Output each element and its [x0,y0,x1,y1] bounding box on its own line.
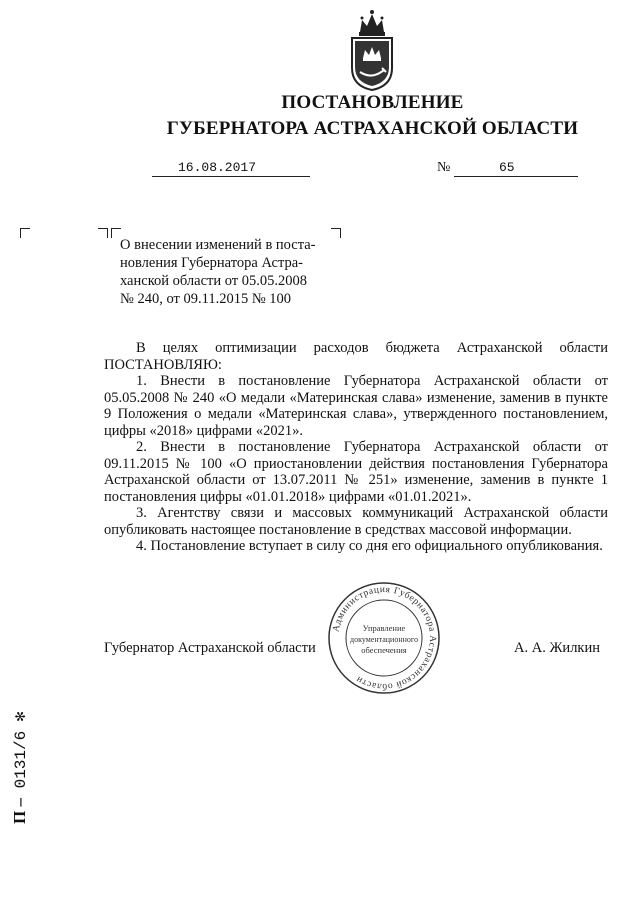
registration-code-mark: ✻ [12,711,30,722]
body-paragraph: 1. Внести в постановление Губернатора Астраханской области от 05.05.2008 № 240 «О медали «Материнская слава» изменение, заменив в пункте 9 Положения о медали «Материнская слава», утвержденного постановлением, цифры «2018» цифрами «2021». [104,373,608,439]
document-subject [120,236,340,308]
document-number: 65 [499,160,515,175]
registration-code-prefix: П – [10,798,29,824]
margin-corner-mark [98,228,108,238]
subject-line: ханской области от 05.05.2008 [120,273,307,289]
body-paragraph: 4. Постановление вступает в силу со дня его официального опубликования. [136,538,603,554]
document-date: 16.08.2017 [178,160,257,175]
coat-of-arms-emblem [346,6,398,92]
body-paragraph: 3. Агентству связи и массовых коммуникаций Астраханской области опубликовать настоящее постановление в средствах массовой информации. [104,505,608,538]
registration-code [10,712,30,824]
preamble-paragraph: В целях оптимизации расходов бюджета Астраханской области ПОСТАНОВЛЯЮ: [104,340,608,373]
document-type-title: ПОСТАНОВЛЕНИЕ [281,92,464,113]
date-underline [152,176,310,177]
number-sign: № [437,160,451,175]
signatory-name: А. А. Жилкин [514,640,600,656]
subject-line: О внесении изменений в поста- [120,237,316,253]
signatory-position: Губернатор Астраханской области [104,640,316,656]
subject-line: новления Губернатора Астра- [120,255,304,271]
official-stamp [326,580,442,696]
issuer-title: ГУБЕРНАТОРА АСТРАХАНСКОЙ ОБЛАСТИ [166,118,579,139]
subject-line: № 240, от 09.11.2015 № 100 [120,291,292,307]
number-underline [454,176,578,177]
margin-corner-mark [20,228,30,238]
registration-code-number: 0131/6 [12,730,30,789]
document-body [104,340,608,555]
body-paragraph: 2. Внести в постановление Губернатора Астраханской области от 09.11.2015 № 100 «О приостановлении действия постановления Губернатора Астраханской области от 13.07.2011 № 251» изменение, заменив в пункте 1 постановления цифры «01.01.2018» цифрами «01.01.2021». [104,439,608,505]
stamp-inner-line: документационного [350,635,418,644]
stamp-inner-line: обеспечения [361,645,407,655]
stamp-outer-text: Администрация Губернатора Астраханской области [331,584,438,692]
stamp-inner-line: Управление [362,623,406,633]
